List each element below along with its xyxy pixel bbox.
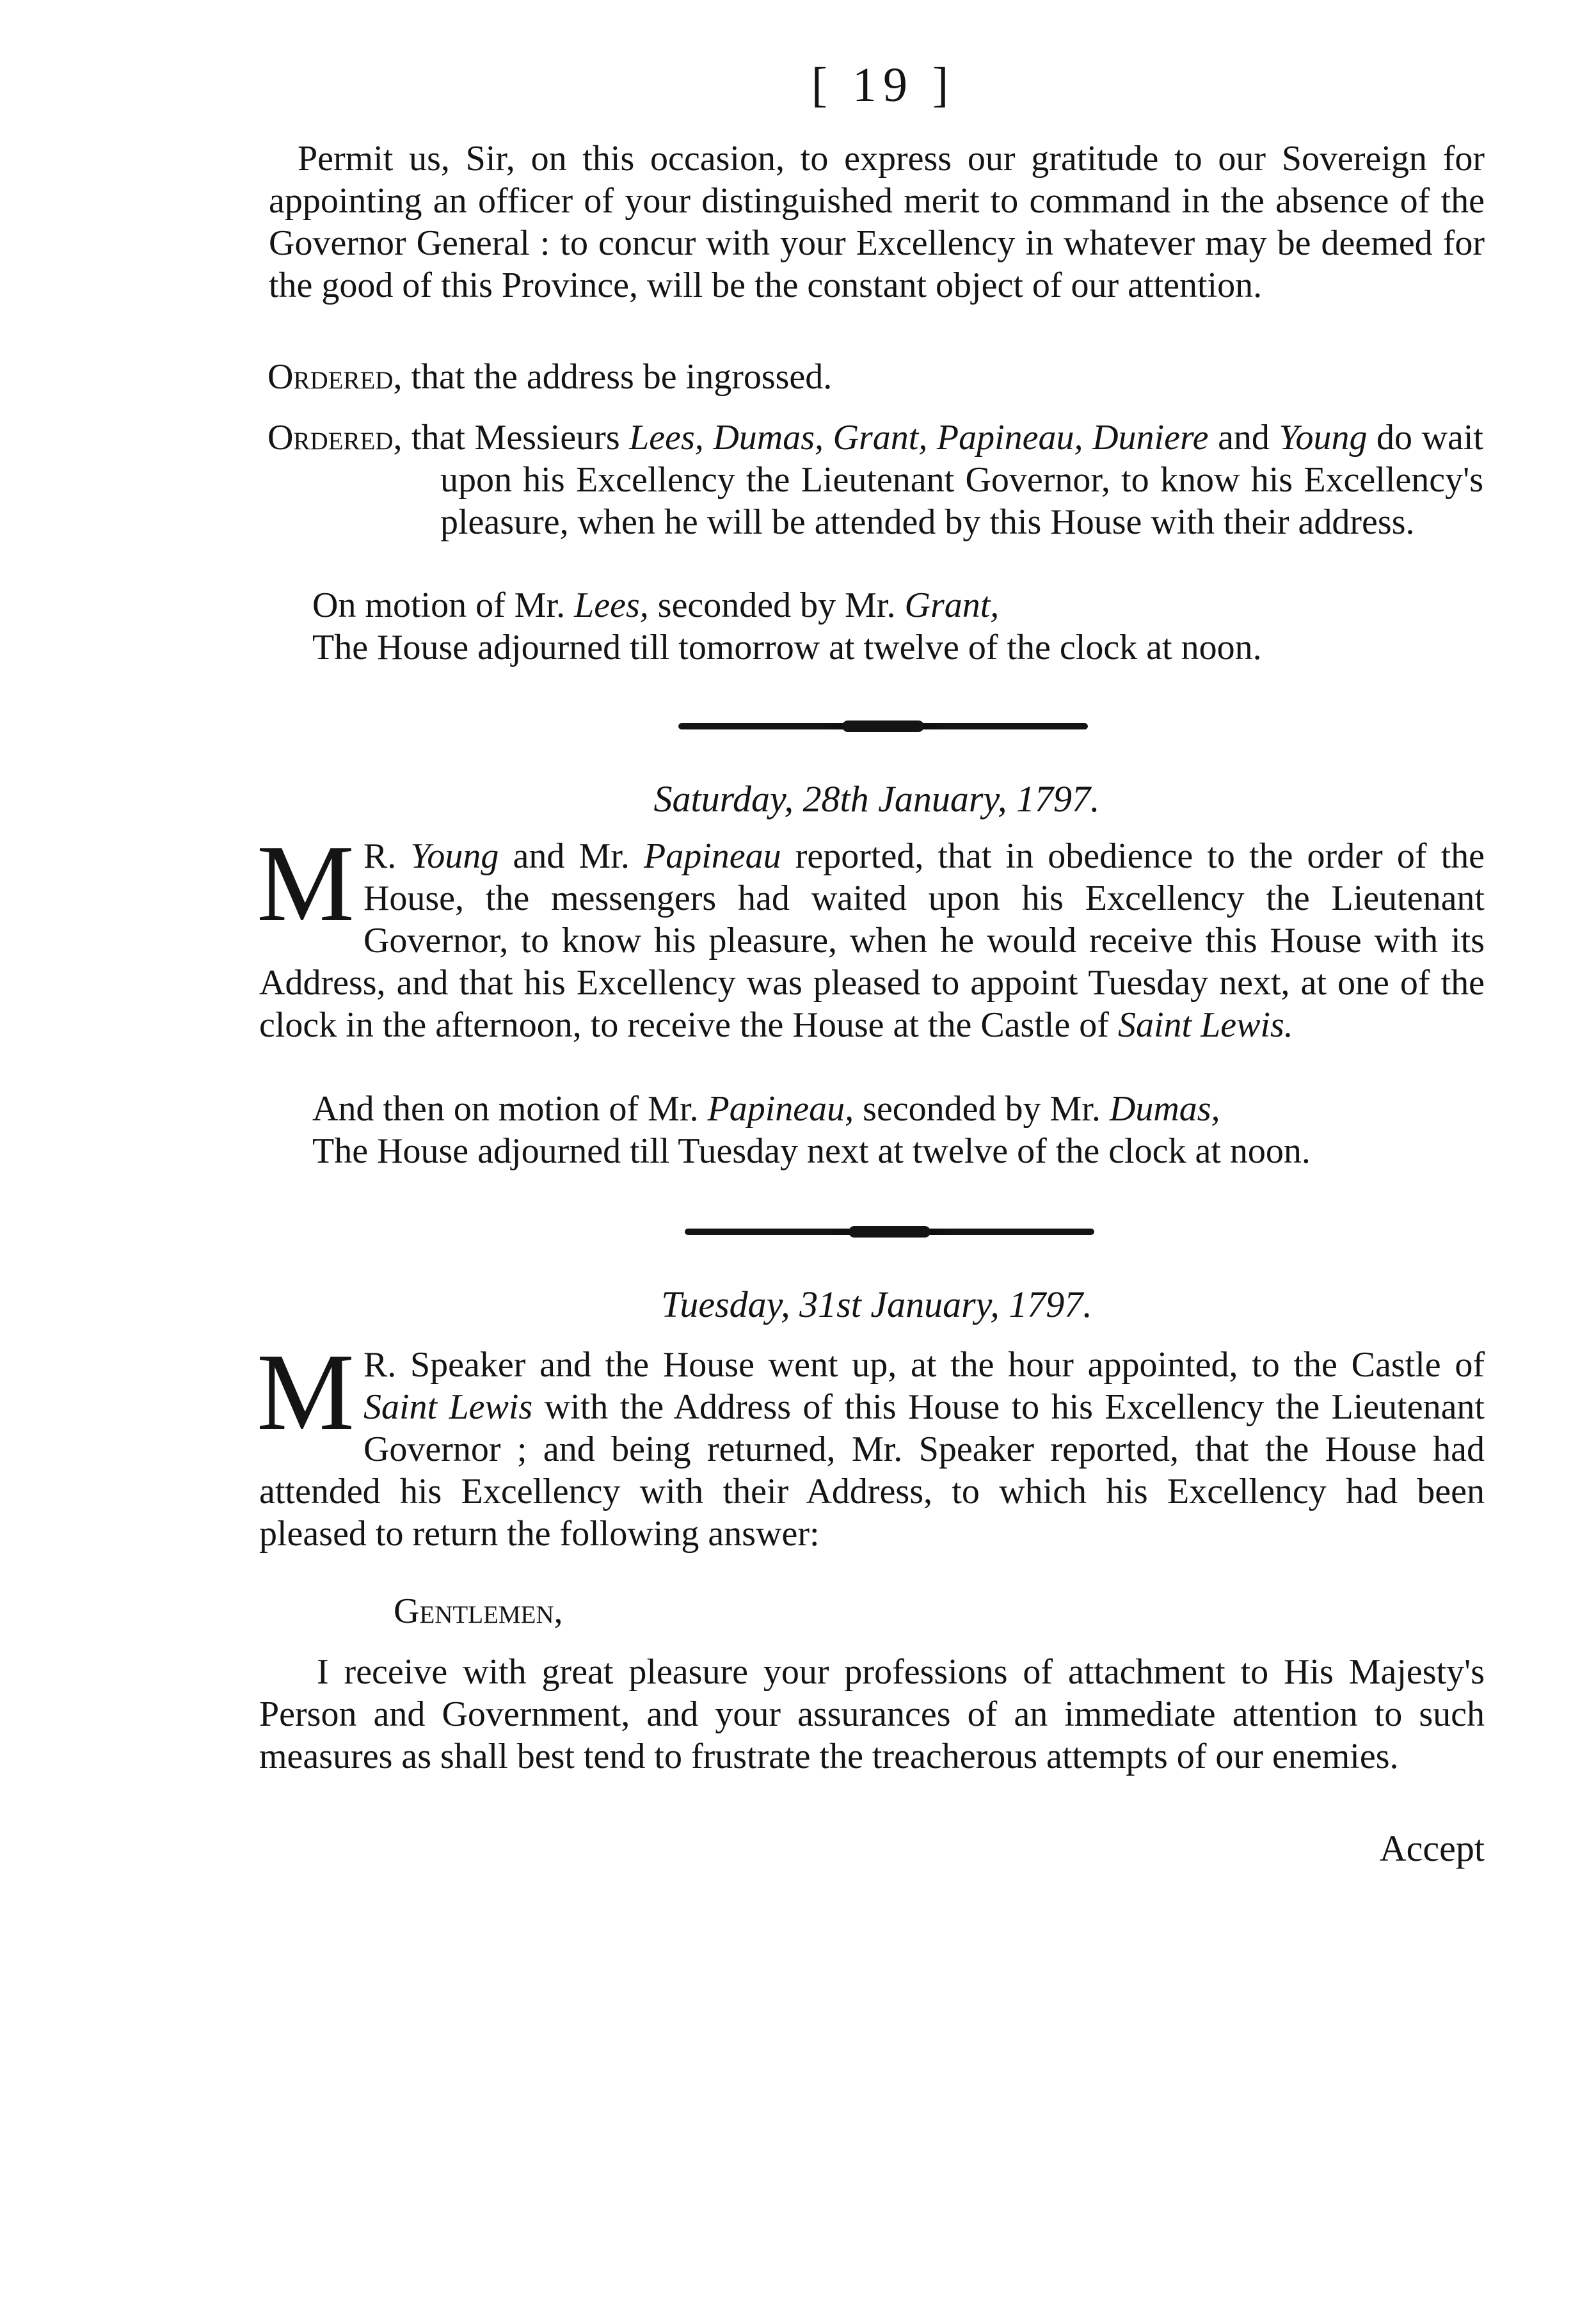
seconded-text: seconded by Mr. [854,1089,1110,1129]
motion-text: On motion of Mr. [312,585,575,625]
motion-text: And then on motion of Mr. [312,1089,708,1129]
report-text-a: R. [363,836,411,876]
seconder-name: Grant, [904,585,1000,625]
ordered-label: Ordered, [267,357,403,397]
section-rule [678,723,1088,729]
ordered-text: that the address be ingrossed. [411,357,833,397]
saturday-adjournment [259,1130,1485,1172]
member-names: Lees, Dumas, Grant, Papineau, Duniere [629,418,1209,458]
drop-cap: M [257,1332,355,1453]
dateline-saturday: Saturday, 28th January, 1797. [653,778,1100,820]
member-name-young: Young [1279,418,1368,458]
reply-text: I receive with great pleasure your professions of attachment to His Majesty's Person and Government, and your assurances of an immediate attention to such measures as shall best tend to frustrate the treacherous attempts of our enemies. [259,1652,1485,1776]
address-text: Permit us, Sir, on this occasion, to express our gratitude to our Sovereign for appointing an officer of your distinguished merit to command in the absence of the Governor General : to concur with your Excellency in whatever may be deemed for the good of this Province, will be the constant object of our attention. [269,139,1485,305]
mover-name: Lees, [574,585,649,625]
order-wait-upon [267,417,1483,543]
saturday-report [257,823,1485,1046]
mover-name: Papineau, [707,1089,854,1129]
member-name: Papineau [644,836,781,876]
salutation-text: Gentlemen, [394,1591,563,1631]
drop-cap: M [257,823,355,944]
ordered-label: Ordered, [267,418,403,458]
place-name: Saint Lewis. [1117,1005,1293,1045]
place-name: Saint Lewis [363,1387,533,1427]
governor-reply [259,1651,1485,1778]
report-text-a: R. Speaker and the House went up, at the hour appointed, to the Castle of [363,1345,1485,1385]
adjournment-1 [312,584,1464,669]
saturday-motion [312,1088,1485,1130]
order-ingross [267,356,1483,398]
ordered-text-b: do wait upon his Excellency the Lieutenant Governor, to know his Excellency's pleasure, when he will be attended by this House with their address. [440,418,1483,542]
dateline-tuesday: Tuesday, 31st January, 1797. [661,1284,1092,1325]
section-rule [685,1229,1094,1235]
report-text-c: reported, that in obedience to the order of the House, the messengers had waited upon his Excellency the Lieutenant Governor, to know his pleasure, when he would receive this House with its Address, and that his Excellency was pleased to appoint Tuesday next, at one of the clock in the afternoon, to receive the House at the Castle of [259,836,1485,1045]
ordered-text-a: that Messieurs [411,418,630,458]
seconded-text: seconded by Mr. [648,585,905,625]
catchword: Accept [1379,1827,1485,1869]
member-name: Young [410,836,499,876]
seconder-name: Dumas, [1109,1089,1220,1129]
salutation [394,1590,1033,1632]
report-text-b: and Mr. [499,836,644,876]
adjourn-line: The House adjourned till Tuesday next at twelve of the clock at noon. [312,1131,1311,1171]
ordered-and: and [1208,418,1279,458]
adjourn-line: The House adjourned till tomorrow at twelve of the clock at noon. [312,628,1262,667]
page-number: [ 19 ] [811,58,955,112]
address-paragraph [269,138,1485,307]
tuesday-report [257,1332,1485,1555]
report-text-b: with the Address of this House to his Excellency the Lieutenant Governor ; and being returned, Mr. Speaker reported, that the House had attended his Excellency with their Address, to which his Excellency had been pleased to return the following answer: [259,1387,1485,1554]
